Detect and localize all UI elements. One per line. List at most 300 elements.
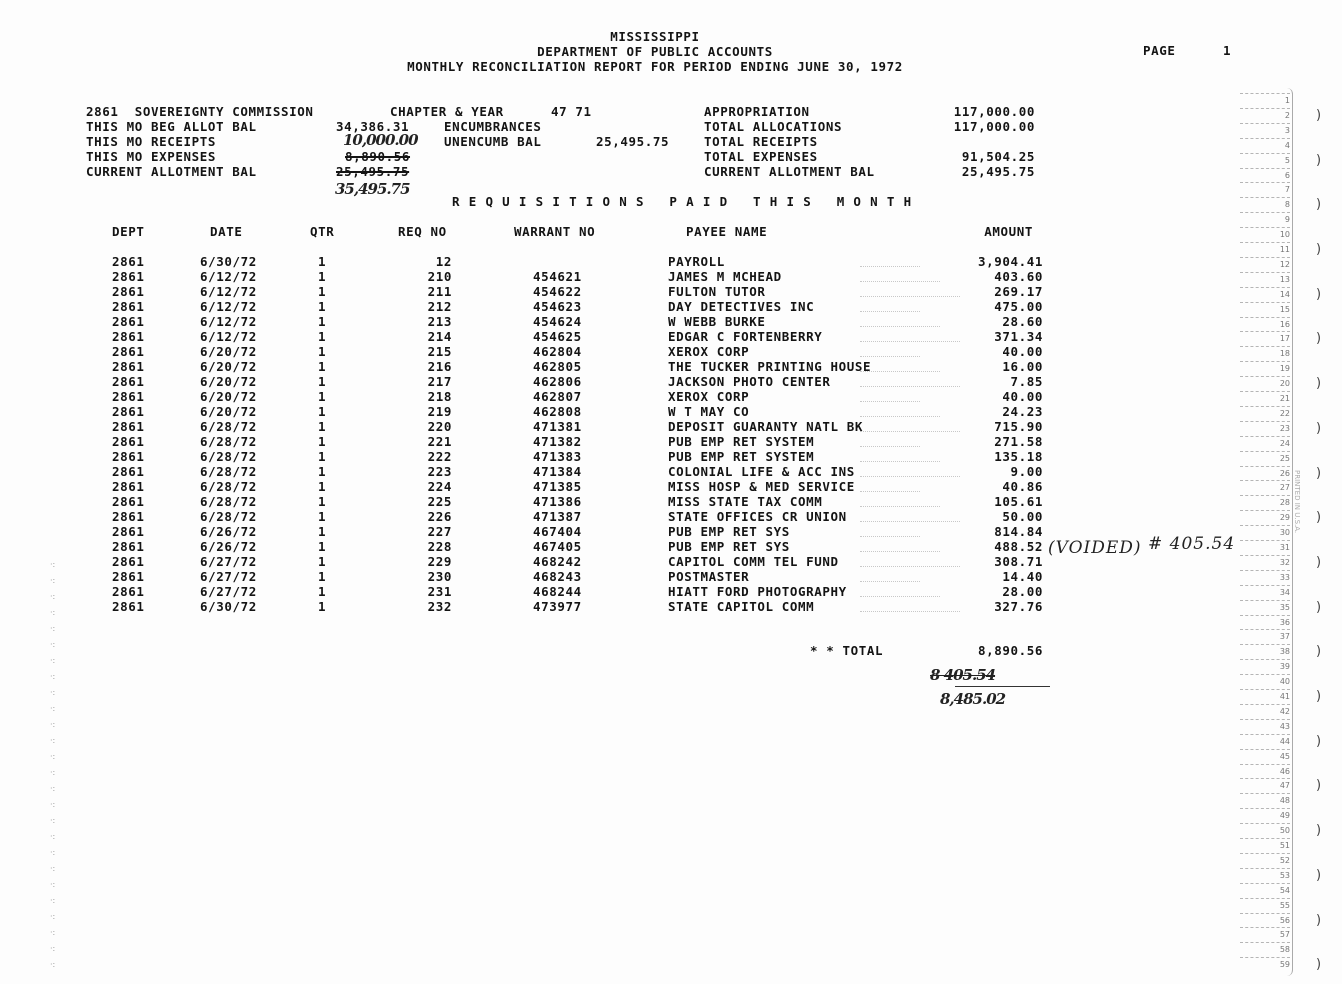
margin-line-number: 51: [1279, 841, 1290, 850]
margin-line-number: 39: [1279, 662, 1290, 672]
expenses-label: THIS MO EXPENSES: [86, 149, 217, 164]
cell-amount: 269.17: [994, 284, 1043, 299]
cell-warrant-no: 454622: [533, 284, 582, 299]
margin-rule: [1240, 317, 1290, 318]
cell-amount: 403.60: [994, 269, 1043, 284]
margin-side-text: PRINTED IN U.S.A.: [1293, 470, 1301, 534]
cell-dept: 2861: [112, 449, 145, 464]
margin-rule: [1240, 629, 1290, 630]
cell-date: 6/20/72: [200, 404, 257, 419]
total-expenses-value: 91,504.25: [961, 149, 1035, 164]
binder-hole-mark: ): [1316, 644, 1322, 660]
cell-dept: 2861: [112, 539, 145, 554]
dotted-guide: [860, 341, 960, 342]
cell-warrant-no: 462804: [533, 344, 582, 359]
margin-line-number: 12: [1279, 259, 1290, 269]
left-edge-mark: ·:: [50, 608, 56, 617]
cell-qtr: 1: [318, 389, 327, 404]
margin-line-number: 20: [1279, 379, 1290, 389]
cell-amount: 3,904.41: [977, 254, 1043, 269]
cell-amount: 308.71: [994, 554, 1043, 569]
binder-hole-mark: ): [1316, 331, 1322, 347]
cell-req-no: 219: [427, 404, 452, 419]
margin-rule: [1240, 93, 1290, 94]
dotted-guide: [860, 551, 940, 552]
dotted-guide: [860, 431, 960, 432]
dotted-guide: [860, 521, 960, 522]
margin-line-number: 33: [1279, 572, 1290, 582]
margin-line-number: 15: [1279, 304, 1290, 314]
dotted-guide: [860, 371, 940, 372]
margin-line-number: 46: [1279, 766, 1290, 776]
margin-line-number: 9: [1284, 215, 1290, 225]
margin-line-number: 42: [1279, 706, 1290, 716]
cell-warrant-no: 467404: [533, 524, 582, 539]
margin-rule: [1240, 436, 1290, 437]
total-handwritten-line1: 8 405.54: [930, 666, 996, 684]
cell-warrant-no: 454623: [533, 299, 582, 314]
dotted-guide: [860, 566, 960, 567]
table-row: [0, 434, 1100, 449]
margin-line-number: 23: [1279, 423, 1290, 433]
cell-dept: 2861: [112, 269, 145, 284]
binder-hole-mark: ): [1316, 197, 1322, 213]
binder-hole-mark: ): [1316, 107, 1322, 123]
left-edge-mark: ·:: [50, 768, 56, 777]
section-title: REQUISITIONS PAID THIS MONTH: [452, 194, 921, 209]
margin-rule: [1240, 302, 1290, 303]
cell-qtr: 1: [318, 539, 327, 554]
margin-line-number: 52: [1279, 855, 1290, 865]
cell-amount: 40.00: [1002, 344, 1043, 359]
cell-amount: 28.60: [1002, 314, 1043, 329]
cell-amount: 814.84: [994, 524, 1043, 539]
margin-line-number: 45: [1279, 751, 1290, 761]
unencumb-bal-value: 25,495.75: [596, 134, 670, 149]
cell-warrant-no: 468243: [533, 569, 582, 584]
left-edge-mark: ·:: [50, 752, 56, 761]
margin-rule: [1240, 808, 1290, 809]
table-row: [0, 299, 1100, 314]
cell-req-no: 224: [427, 479, 452, 494]
left-edge-mark: ·:: [50, 816, 56, 825]
table-row: [0, 479, 1100, 494]
cell-date: 6/28/72: [200, 419, 257, 434]
table-row: [0, 524, 1100, 539]
left-edge-mark: ·:: [50, 848, 56, 857]
margin-rule: [1240, 913, 1290, 914]
cell-amount: 327.76: [994, 599, 1043, 614]
margin-rule: [1240, 376, 1290, 377]
cell-amount: 40.00: [1002, 389, 1043, 404]
page-number: 1: [1223, 43, 1232, 58]
margin-rule: [1240, 182, 1290, 183]
cell-dept: 2861: [112, 299, 145, 314]
cell-req-no: 222: [427, 449, 452, 464]
report-title: MONTHLY RECONCILIATION REPORT FOR PERIOD ENDING JUNE 30, 1972: [407, 59, 903, 74]
left-edge-mark: ·:: [50, 640, 56, 649]
margin-rule: [1240, 883, 1290, 884]
left-edge-mark: ·:: [50, 864, 56, 873]
dotted-guide: [860, 386, 960, 387]
margin-rule: [1240, 391, 1290, 392]
margin-line-number: 30: [1279, 528, 1290, 538]
margin-rule: [1240, 525, 1290, 526]
margin-rule: [1240, 495, 1290, 496]
cell-qtr: 1: [318, 584, 327, 599]
margin-rule: [1240, 719, 1290, 720]
margin-rule: [1240, 585, 1290, 586]
margin-line-number: 19: [1279, 364, 1290, 374]
cell-qtr: 1: [318, 419, 327, 434]
binder-hole-mark: ): [1316, 376, 1322, 392]
cell-dept: 2861: [112, 284, 145, 299]
cell-payee: DEPOSIT GUARANTY NATL BK: [668, 419, 864, 434]
margin-rule: [1240, 734, 1290, 735]
binder-hole-mark: ): [1316, 465, 1322, 481]
margin-rule: [1240, 853, 1290, 854]
cell-qtr: 1: [318, 509, 327, 524]
margin-line-number: 53: [1279, 870, 1290, 880]
cell-payee: JAMES M MCHEAD: [668, 269, 782, 284]
margin-rule: [1240, 644, 1290, 645]
binder-hole-mark: ): [1316, 689, 1322, 704]
left-edge-mark: ·:: [50, 560, 56, 569]
margin-line-number: 7: [1284, 185, 1290, 195]
margin-line-number: 40: [1279, 677, 1290, 687]
margin-line-number: 2: [1284, 110, 1290, 120]
margin-line-number: 54: [1279, 885, 1290, 895]
current-allot-bal-handwritten: 35,495.75: [335, 180, 410, 198]
cell-payee: PUB EMP RET SYS: [668, 524, 790, 539]
binder-hole-mark: ): [1316, 778, 1322, 794]
cell-dept: 2861: [112, 554, 145, 569]
cell-dept: 2861: [112, 569, 145, 584]
binder-hole-mark: ): [1316, 152, 1322, 168]
col-req-no: REQ NO: [398, 224, 447, 239]
cell-req-no: 212: [427, 299, 452, 314]
cell-dept: 2861: [112, 524, 145, 539]
left-edge-mark: ·:: [50, 944, 56, 953]
margin-line-number: 57: [1279, 930, 1290, 940]
cell-req-no: 211: [427, 284, 452, 299]
cell-date: 6/26/72: [200, 539, 257, 554]
cell-amount: 715.90: [994, 419, 1043, 434]
margin-line-number: 38: [1279, 647, 1290, 657]
cell-date: 6/28/72: [200, 479, 257, 494]
cell-date: 6/12/72: [200, 269, 257, 284]
cell-payee: PUB EMP RET SYSTEM: [668, 434, 815, 449]
margin-rule: [1240, 555, 1290, 556]
margin-line-number: 37: [1279, 632, 1290, 642]
margin-rule: [1240, 898, 1290, 899]
cell-payee: W T MAY CO: [668, 404, 750, 419]
cell-payee: STATE CAPITOL COMM: [668, 599, 815, 614]
dotted-guide: [860, 611, 960, 612]
cell-payee: JACKSON PHOTO CENTER: [668, 374, 831, 389]
margin-rule: [1240, 778, 1290, 779]
left-edge-mark: ·:: [50, 928, 56, 937]
margin-rule: [1240, 361, 1290, 362]
margin-rule: [1240, 346, 1290, 347]
encumbrances-label: ENCUMBRANCES: [444, 119, 542, 134]
margin-rule: [1240, 212, 1290, 213]
margin-line-number: 58: [1279, 945, 1290, 955]
table-header: [0, 224, 1100, 239]
margin-line-number: 8: [1284, 200, 1290, 210]
cell-req-no: 210: [427, 269, 452, 284]
cell-payee: STATE OFFICES CR UNION: [668, 509, 847, 524]
margin-line-number: 21: [1279, 394, 1290, 403]
margin-rule: [1240, 615, 1290, 616]
left-edge-mark: ·:: [50, 592, 56, 601]
table-row: [0, 569, 1100, 584]
margin-rule: [1240, 287, 1290, 288]
col-payee: PAYEE NAME: [686, 224, 768, 239]
left-edge-mark: ·:: [50, 656, 56, 665]
left-edge-mark: ·:: [50, 576, 56, 585]
dotted-guide: [860, 536, 920, 537]
margin-rule: [1240, 123, 1290, 124]
cell-req-no: 225: [427, 494, 452, 509]
margin-line-number: 6: [1284, 170, 1290, 180]
margin-rule: [1240, 272, 1290, 273]
appropriation-value: 117,000.00: [953, 104, 1035, 119]
voided-amount-annotation: # 405.54: [1148, 534, 1236, 554]
current-allot-bal-right-value: 25,495.75: [961, 164, 1035, 179]
margin-rule: [1240, 764, 1290, 765]
margin-line-number: 48: [1279, 796, 1290, 806]
cell-dept: 2861: [112, 599, 145, 614]
dotted-guide: [860, 326, 940, 327]
margin-line-number: 17: [1279, 334, 1290, 344]
cell-req-no: 223: [427, 464, 452, 479]
margin-rule: [1240, 466, 1290, 467]
cell-warrant-no: 454624: [533, 314, 582, 329]
dotted-guide: [860, 416, 940, 417]
margin-line-number: 13: [1279, 274, 1290, 284]
margin-rule: [1240, 540, 1290, 541]
cell-req-no: 232: [427, 599, 452, 614]
cell-warrant-no: 462808: [533, 404, 582, 419]
cell-qtr: 1: [318, 359, 327, 374]
cell-warrant-no: 471384: [533, 464, 582, 479]
cell-amount: 28.00: [1002, 584, 1043, 599]
cell-amount: 488.52: [994, 539, 1043, 554]
cell-qtr: 1: [318, 434, 327, 449]
margin-rule: [1240, 451, 1290, 452]
unencumb-bal-label: UNENCUMB BAL: [444, 134, 542, 149]
left-edge-mark: ·:: [50, 912, 56, 921]
cell-warrant-no: 462807: [533, 389, 582, 404]
margin-line-number: 27: [1279, 483, 1290, 493]
left-edge-mark: ·:: [50, 832, 56, 841]
cell-amount: 14.40: [1002, 569, 1043, 584]
col-qtr: QTR: [310, 224, 335, 239]
cell-warrant-no: 471386: [533, 494, 582, 509]
margin-line-number: 49: [1279, 811, 1290, 821]
cell-payee: THE TUCKER PRINTING HOUSE: [668, 359, 872, 374]
chapter-year-label: CHAPTER & YEAR: [390, 104, 504, 119]
cell-warrant-no: 471387: [533, 509, 582, 524]
cell-qtr: 1: [318, 449, 327, 464]
margin-line-number: 16: [1279, 319, 1290, 329]
cell-date: 6/28/72: [200, 464, 257, 479]
cell-qtr: 1: [318, 599, 327, 614]
margin-rule: [1240, 704, 1290, 705]
cell-date: 6/28/72: [200, 434, 257, 449]
cell-req-no: 229: [427, 554, 452, 569]
cell-qtr: 1: [318, 314, 327, 329]
cell-qtr: 1: [318, 494, 327, 509]
expenses-value-struck: 8,890.56: [345, 149, 411, 164]
dotted-guide: [860, 311, 920, 312]
total-allocations-label: TOTAL ALLOCATIONS: [704, 119, 843, 134]
margin-rule: [1240, 838, 1290, 839]
cell-amount: 9.00: [1010, 464, 1043, 479]
cell-qtr: 1: [318, 329, 327, 344]
cell-dept: 2861: [112, 344, 145, 359]
cell-dept: 2861: [112, 419, 145, 434]
dotted-guide: [860, 596, 940, 597]
cell-qtr: 1: [318, 569, 327, 584]
cell-dept: 2861: [112, 314, 145, 329]
cell-date: 6/20/72: [200, 359, 257, 374]
cell-date: 6/12/72: [200, 329, 257, 344]
cell-payee: MISS HOSP & MED SERVICE: [668, 479, 855, 494]
margin-line-number: 35: [1279, 602, 1290, 612]
cell-warrant-no: 467405: [533, 539, 582, 554]
left-edge-mark: ·:: [50, 784, 56, 793]
dotted-guide: [860, 446, 920, 447]
appropriation-label: APPROPRIATION: [704, 104, 810, 119]
cell-payee: W WEBB BURKE: [668, 314, 766, 329]
cell-amount: 40.86: [1002, 479, 1043, 494]
cell-req-no: 213: [427, 314, 452, 329]
margin-line-number: 34: [1279, 587, 1290, 597]
cell-amount: 135.18: [994, 449, 1043, 464]
col-dept: DEPT: [112, 224, 145, 239]
cell-date: 6/28/72: [200, 449, 257, 464]
margin-line-number: 3: [1284, 125, 1290, 135]
binder-hole-mark: ): [1316, 957, 1322, 973]
cell-req-no: 12: [435, 254, 452, 269]
department-name: 2861 SOVEREIGNTY COMMISSION: [86, 104, 314, 119]
cell-warrant-no: 473977: [533, 599, 582, 614]
cell-qtr: 1: [318, 464, 327, 479]
cell-payee: FULTON TUTOR: [668, 284, 766, 299]
cell-date: 6/27/72: [200, 554, 257, 569]
receipts-label: THIS MO RECEIPTS: [86, 134, 217, 149]
margin-rule: [1240, 868, 1290, 869]
cell-date: 6/28/72: [200, 494, 257, 509]
current-allot-bal-label: CURRENT ALLOTMENT BAL: [86, 164, 257, 179]
table-row: [0, 389, 1100, 404]
margin-rule: [1240, 197, 1290, 198]
margin-line-number: 18: [1279, 349, 1290, 359]
cell-qtr: 1: [318, 524, 327, 539]
cell-dept: 2861: [112, 359, 145, 374]
margin-line-number: 55: [1279, 900, 1290, 910]
cell-warrant-no: 468242: [533, 554, 582, 569]
cell-qtr: 1: [318, 299, 327, 314]
margin-rule: [1240, 480, 1290, 481]
dotted-guide: [860, 506, 940, 507]
margin-line-number: 26: [1279, 468, 1290, 478]
table-row: [0, 344, 1100, 359]
margin-line-number: 41: [1279, 692, 1290, 701]
margin-rule: [1240, 108, 1290, 109]
cell-req-no: 230: [427, 569, 452, 584]
cell-date: 6/20/72: [200, 389, 257, 404]
cell-qtr: 1: [318, 479, 327, 494]
margin-line-number: 24: [1279, 438, 1290, 448]
margin-line-number: 36: [1279, 617, 1290, 627]
left-edge-mark: ·:: [50, 880, 56, 889]
dotted-guide: [860, 461, 940, 462]
beg-allot-bal-label: THIS MO BEG ALLOT BAL: [86, 119, 257, 134]
total-value: 8,890.56: [977, 643, 1043, 658]
margin-line-number: 29: [1279, 513, 1290, 523]
binder-hole-mark: ): [1316, 510, 1322, 526]
total-handwritten-line2: 8,485.02: [940, 690, 1006, 708]
cell-warrant-no: 462806: [533, 374, 582, 389]
margin-rule: [1240, 510, 1290, 511]
total-allocations-value: 117,000.00: [953, 119, 1035, 134]
cell-date: 6/30/72: [200, 599, 257, 614]
margin-line-number: 1: [1284, 96, 1290, 105]
margin-rule: [1240, 153, 1290, 154]
dotted-guide: [860, 491, 920, 492]
department-title: DEPARTMENT OF PUBLIC ACCOUNTS: [537, 44, 773, 59]
cell-req-no: 227: [427, 524, 452, 539]
dotted-guide: [860, 266, 920, 267]
table-row: [0, 254, 1100, 269]
margin-line-number: 14: [1279, 289, 1290, 299]
cell-amount: 371.34: [994, 329, 1043, 344]
cell-warrant-no: 471382: [533, 434, 582, 449]
cell-payee: POSTMASTER: [668, 569, 750, 584]
cell-qtr: 1: [318, 554, 327, 569]
cell-warrant-no: 468244: [533, 584, 582, 599]
margin-line-number: 25: [1279, 453, 1290, 463]
cell-warrant-no: 454625: [533, 329, 582, 344]
cell-req-no: 218: [427, 389, 452, 404]
cell-date: 6/12/72: [200, 284, 257, 299]
cell-warrant-no: 471383: [533, 449, 582, 464]
margin-rule: [1240, 957, 1290, 958]
cell-payee: PUB EMP RET SYS: [668, 539, 790, 554]
total-expenses-label: TOTAL EXPENSES: [704, 149, 818, 164]
margin-rule: [1240, 421, 1290, 422]
margin-line-number: 28: [1279, 498, 1290, 508]
cell-dept: 2861: [112, 584, 145, 599]
margin-line-number: 32: [1279, 557, 1290, 567]
cell-qtr: 1: [318, 284, 327, 299]
cell-amount: 50.00: [1002, 509, 1043, 524]
binder-hole-mark: ): [1316, 867, 1322, 883]
left-edge-mark: ·:: [50, 624, 56, 633]
total-receipts-label: TOTAL RECEIPTS: [704, 134, 818, 149]
margin-rule: [1240, 570, 1290, 571]
cell-dept: 2861: [112, 374, 145, 389]
cell-warrant-no: 454621: [533, 269, 582, 284]
binder-hole-mark: ): [1316, 420, 1322, 436]
margin-line-number: 43: [1279, 721, 1290, 731]
page-label: PAGE: [1143, 43, 1176, 58]
dotted-guide: [860, 581, 920, 582]
left-edge-mark: ·:: [50, 736, 56, 745]
